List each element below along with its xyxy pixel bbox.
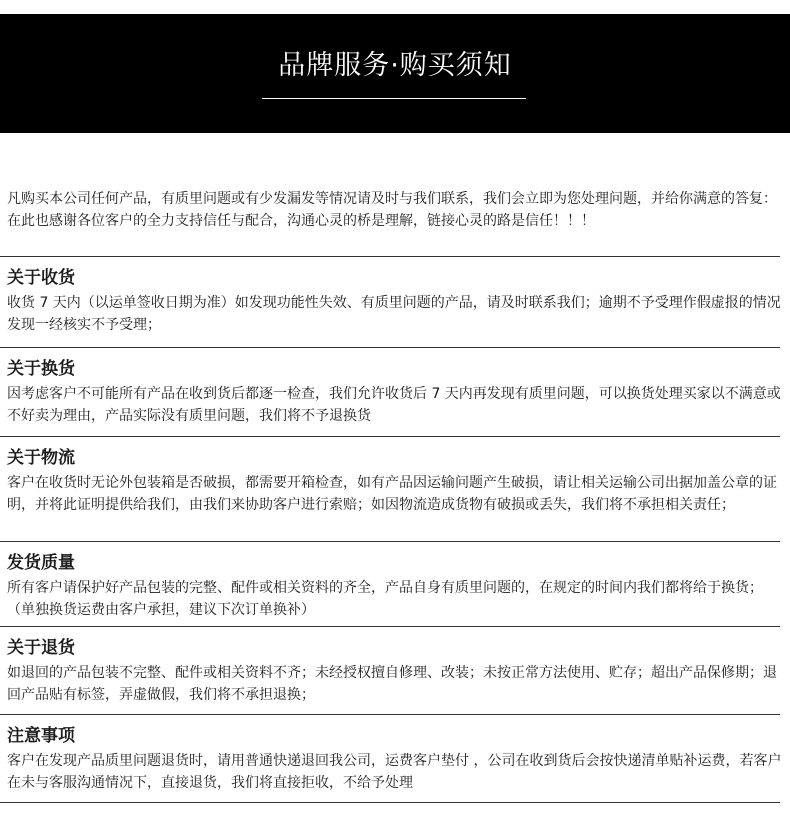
section-divider [0,347,780,348]
section-divider [0,714,780,715]
header-banner [0,14,790,133]
page-title: 品牌服务·购买须知 [278,50,512,81]
section-body: 客户在发现产品质里问题退货时，请用普通快递退回我公司，运费客户垫付 ，公司在收到货后会按快递清单贴补运费，若客户在未与客服沟通情况下，直接退货，我们将直接拒收，不给予处理 [7,753,782,791]
section-body: 所有客户请保护好产品包装的完整、配件或相关资料的齐全，产品自身有质里问题的，在规定的时间内我们都将给于换货；（单独换货运费由客户承担，建议下次订单换补） [7,580,763,618]
section-title: 注意事项 [7,726,75,746]
intro-paragraph: 凡购买本公司任何产品，有质里问题或有少发漏发等情况请及时与我们联系，我们会立即为您处理问题，并给你满意的答复：在此也感谢各位客户的全力支持信任与配合，沟通心灵的桥是理解，链接心灵的路是信任！！！ [7,191,777,229]
section-body: 因考虑客户不可能所有产品在收到货后都逐一检查，我们允许收货后 7 天内再发现有质里问题，可以换货处理买家以不满意或不好卖为理由，产品实际没有质里问题，我们将不予退换货 [7,386,781,424]
section-divider [0,626,780,627]
title-underline [262,98,526,99]
section-body: 如退回的产品包装不完整、配件或相关资料不齐；未经授权擅自修理、改装；未按正常方法使用、贮存；超出产品保修期；退回产品贴有标签，弄虚做假，我们将不承担退换； [7,665,777,703]
section-divider [0,541,780,542]
section-title: 关于换货 [7,359,75,379]
bottom-divider [0,802,780,803]
section-title: 关于退货 [7,638,75,658]
section-title: 关于收货 [7,268,75,288]
section-body: 收货 7 天内（以运单签收日期为准）如发现功能性失效、有质里问题的产品，请及时联系我们；逾期不予受理作假虚报的情况发现一经核实不予受理； [7,295,781,333]
section-title: 关于物流 [7,448,75,468]
section-body: 客户在收货时无论外包装箱是否破损，都需要开箱检查，如有产品因运输问题产生破损，请让相关运输公司出据加盖公章的证明，并将此证明提供给我们，由我们来协助客户进行索赔；如因物流造成货物有破损或丢失，我们将不承担相关责任； [7,475,777,513]
section-divider [0,256,780,257]
section-divider [0,436,780,437]
section-title: 发货质量 [7,553,75,573]
